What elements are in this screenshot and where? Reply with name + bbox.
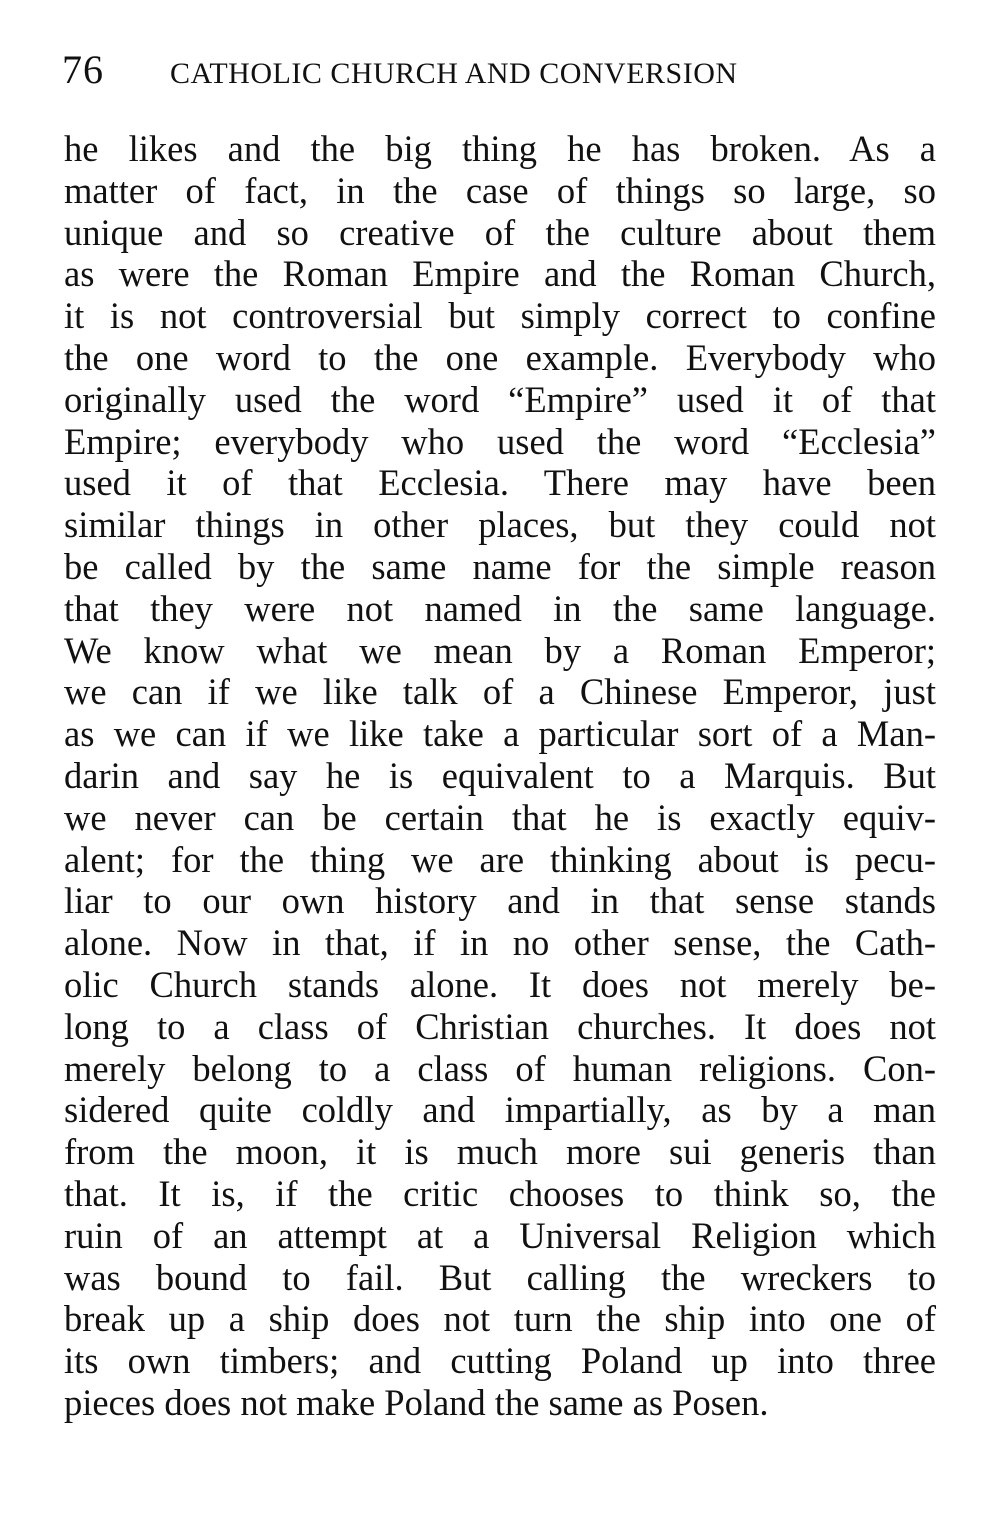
text-line: alone. Now in that, if in no other sense, the Cath- [64,922,936,964]
text-line: similar things in other places, but they could not [64,504,936,546]
text-line: darin and say he is equivalent to a Marquis. But [64,754,936,796]
text-line: used it of that Ecclesia. There may have been [64,462,936,504]
text-line: we never can be certain that he is exactly equiv- [64,796,936,838]
text-line: pieces does not make Poland the same as Posen. [64,1381,769,1423]
text-line: the one word to the one example. Everybody who [64,336,936,378]
text-line: liar to our own history and in that sense stands [64,880,936,922]
text-line: ruin of an attempt at a Universal Religion which [64,1214,936,1256]
text-line: unique and so creative of the culture about them [64,211,936,253]
text-line: We know what we mean by a Roman Emperor; [64,629,936,671]
text-line: its own timbers; and cutting Poland up into three [64,1340,936,1382]
page-number: 76 [62,47,104,92]
text-line: he likes and the big thing he has broken. As a [64,128,936,169]
text-line: matter of fact, in the case of things so large, so [64,169,936,211]
text-line: as we can if we like take a particular sort of a Man- [64,713,936,755]
text-line: it is not controversial but simply correct to confine [64,295,936,337]
text-line: as were the Roman Empire and the Roman Church, [64,253,936,295]
text-line: was bound to fail. But calling the wreckers to [64,1256,936,1298]
body-paragraph [64,128,936,1424]
text-line: that they were not named in the same language. [64,587,936,629]
text-line: olic Church stands alone. It does not merely be- [64,963,936,1005]
text-line: be called by the same name for the simple reason [64,545,936,587]
text-line: we can if we like talk of a Chinese Emperor, just [64,671,936,713]
text-line: alent; for the thing we are thinking about is pecu- [64,838,936,880]
text-line: from the moon, it is much more sui generis than [64,1131,936,1173]
text-line: sidered quite coldly and impartially, as by a man [64,1089,936,1131]
text-line: break up a ship does not turn the ship into one of [64,1298,936,1340]
page-header [62,42,942,98]
text-line: originally used the word “Empire” used it of that [64,378,936,420]
text-line: long to a class of Christian churches. It does not [64,1005,936,1047]
running-title: CATHOLIC CHURCH AND CONVERSION [170,57,738,90]
text-line: that. It is, if the critic chooses to think so, the [64,1172,936,1214]
text-line: Empire; everybody who used the word “Ecclesia” [64,420,936,462]
text-line: merely belong to a class of human religions. Con- [64,1047,936,1089]
